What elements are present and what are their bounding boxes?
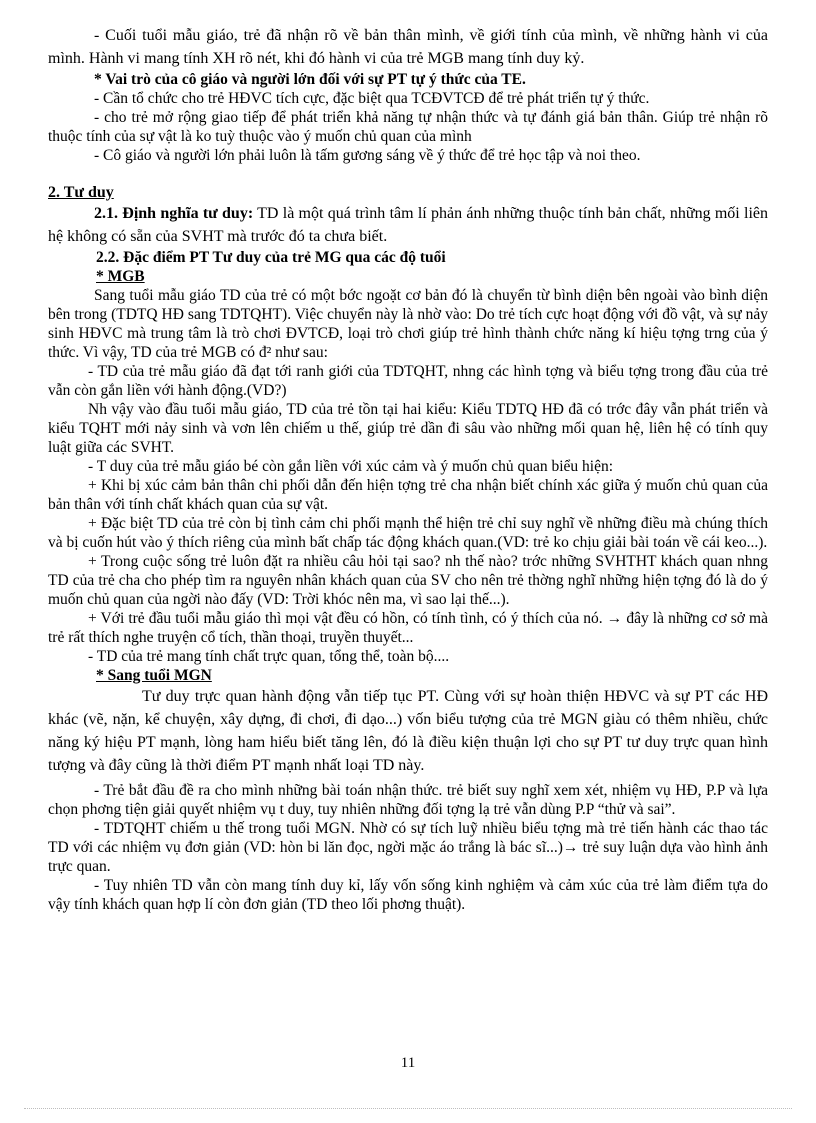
paragraph-self-awareness: - Cuối tuổi mẫu giáo, trẻ đã nhận rõ về bản thân mình, về giới tính của mình, về những hành vi của mình. Hành vi mang tính XH rõ nét, khi đó hành vi của trẻ MGB mang tính duy kỷ. bbox=[48, 27, 768, 67]
paragraph-mgb-2: Nh vậy vào đầu tuổi mẫu giáo, TD của trẻ tồn tại hai kiểu: Kiểu TDTQ HĐ đã có trớc đây vẫn phát triển và kiểu TQHT mới nảy sinh và vơn lên chiếm u thế, giúp trẻ dần đi sâu vào những mối quan hệ, liên hệ có tính quy luật giữa các SVHT. bbox=[48, 401, 768, 456]
definition-text: TD là một quá trình tâm lí phản ánh những thuộc tính bản chất, những mối liên hệ không có sẵn của SVHT mà trước đó ta chưa biết. bbox=[48, 205, 769, 245]
paragraph-mgb-5: + Đặc biệt TD của trẻ còn bị tình cảm chi phối mạnh thể hiện trẻ chỉ suy nghĩ về những điều mà chúng thích và bị cuốn hút vào ý thích riêng của mình bất chấp tác động khách quan.(VD: trẻ ko chịu giải bài toán về cái keo...). bbox=[48, 515, 768, 551]
page-number: 11 bbox=[400, 1055, 416, 1071]
paragraph-mgb-1: - TD của trẻ mẫu giáo đã đạt tới ranh giới của TDTQHT, nhng các hình tợng và biểu tợng trong đầu của trẻ vẫn còn gắn liền với hành động.(VD?) bbox=[48, 363, 768, 399]
paragraph-mgn-3: - Tuy nhiên TD vẫn còn mang tính duy kỉ, lấy vốn sống kinh nghiệm và cảm xúc của trẻ làm điểm tựa do vậy tính khách quan hợp lí còn đơn giản (TD theo lối phơng thuật). bbox=[48, 877, 768, 913]
paragraph-mgb-4: + Khi bị xúc cảm bản thân chi phối dẫn đến hiện tợng trẻ cha nhận biết chính xác giữa ý muốn chủ quan của bản thân với tính chất khách quan của sự vật. bbox=[48, 477, 768, 513]
heading-teacher-role: * Vai trò của cô giáo và người lớn đối với sự PT tự ý thức của TE. bbox=[94, 71, 526, 88]
subheading-characteristics: 2.2. Đặc điểm PT Tư duy của trẻ MG qua các độ tuổi bbox=[96, 249, 446, 266]
section-heading-thinking: 2. Tư duy bbox=[48, 184, 114, 201]
paragraph-mgb-3: - T duy của trẻ mẫu giáo bé còn gắn liền với xúc cảm và ý muốn chủ quan biểu hiện: bbox=[88, 458, 614, 475]
paragraph-mgn-intro: Tư duy trực quan hành động vẫn tiếp tục PT. Cùng với sự hoàn thiện HĐVC và sự PT các HĐ khác (vẽ, nặn, kể chuyện, xây dựng, đi chơi, đi dạo...) vốn biểu tượng của trẻ MGN giàu có thêm nhiều, chức năng ký hiệu PT mạnh, lòng ham hiểu biết tăng lên, đó là điều kiện thuận lợi cho sự PT tư duy trực quan hình tượng và đây cũng là thời điểm PT mạnh nhất loại TD này. bbox=[48, 688, 768, 774]
paragraph-mgn-1: - Trẻ bắt đầu đề ra cho mình những bài toán nhận thức. trẻ biết suy nghĩ xem xét, nhiệm vụ HĐ, P.P và lựa chọn phơng tiện giải quyết nhiệm vụ t duy, tuy nhiên những đối tợng lạ trẻ vẫn dùng P.P “thử và sai”. bbox=[48, 782, 768, 818]
subheading-mgb: * MGB bbox=[96, 268, 145, 285]
footer-divider bbox=[24, 1108, 792, 1109]
paragraph-mgb-8: - TD của trẻ mang tính chất trực quan, tổng thể, toàn bộ.... bbox=[88, 648, 450, 665]
subheading-mgn: * Sang tuổi MGN bbox=[96, 667, 212, 684]
paragraph-mgb-7: + Với trẻ đầu tuổi mẫu giáo thì mọi vật đều có hồn, có tính tình, có ý thích của nó. → đây là những cơ sở mà trẻ rất thích nghe truyện cổ tích, thần thoại, truyền thuyết... bbox=[48, 610, 768, 646]
document-page bbox=[48, 24, 768, 914]
paragraph-organize-play: - Cần tổ chức cho trẻ HĐVC tích cực, đặc biệt qua TCĐVTCĐ để trẻ phát triển tự ý thức. bbox=[94, 90, 650, 107]
paragraph-communication: - cho trẻ mở rộng giao tiếp để phát triển khả năng tự nhận thức và tự đánh giá bản thân. Giúp trẻ nhận rõ thuộc tính của sự vật là ko tuỳ thuộc vào ý muốn chủ quan của mình bbox=[48, 109, 768, 145]
paragraph-mgn-2: - TDTQHT chiếm u thế trong tuổi MGN. Nhờ có sự tích luỹ nhiều biểu tợng mà trẻ tiến hành các thao tác TD với các nhiệm vụ đơn giản (VD: hòn bi lăn đọc, ngời mặc áo trắng là bác sĩ...)→ trẻ suy luận dựa vào hình ảnh trực quan. bbox=[48, 820, 768, 875]
paragraph-definition bbox=[48, 202, 768, 248]
paragraph-mgb-6: + Trong cuộc sống trẻ luôn đặt ra nhiều câu hỏi tại sao? nh thế nào? trớc những SVHTHT khách quan nhng TD của trẻ cha cho phép tìm ra nguyên nhân khách quan của SV cho nên trẻ thờng nghĩ những hiện tợng đó là do ý muốn chủ quan của ngời nào đấy (VD: Trời khóc nên ma, vì sao lại thế...). bbox=[48, 553, 768, 608]
definition-lead: 2.1. Định nghĩa tư duy: bbox=[94, 205, 254, 222]
paragraph-mgb-intro: Sang tuổi mẫu giáo TD của trẻ có một bớc ngoặt cơ bản đó là chuyển từ bình diện bên ngoài vào bình diện bên trong (TDTQ HĐ sang TDTQHT). Việc chuyển này là nhờ vào: Do trẻ tích cực hoạt động với đồ vật, và sự nảy sinh HĐVC mà trung tâm là trò chơi ĐVTCĐ, loại trò chơi giúp trẻ hình thành chức năng kí hiệu tợng trng của ý thức. Vì vậy, TD của trẻ MGB có đ² như sau: bbox=[48, 287, 768, 361]
paragraph-role-model: - Cô giáo và người lớn phải luôn là tấm gương sáng về ý thức để trẻ học tập và noi theo. bbox=[94, 147, 641, 164]
